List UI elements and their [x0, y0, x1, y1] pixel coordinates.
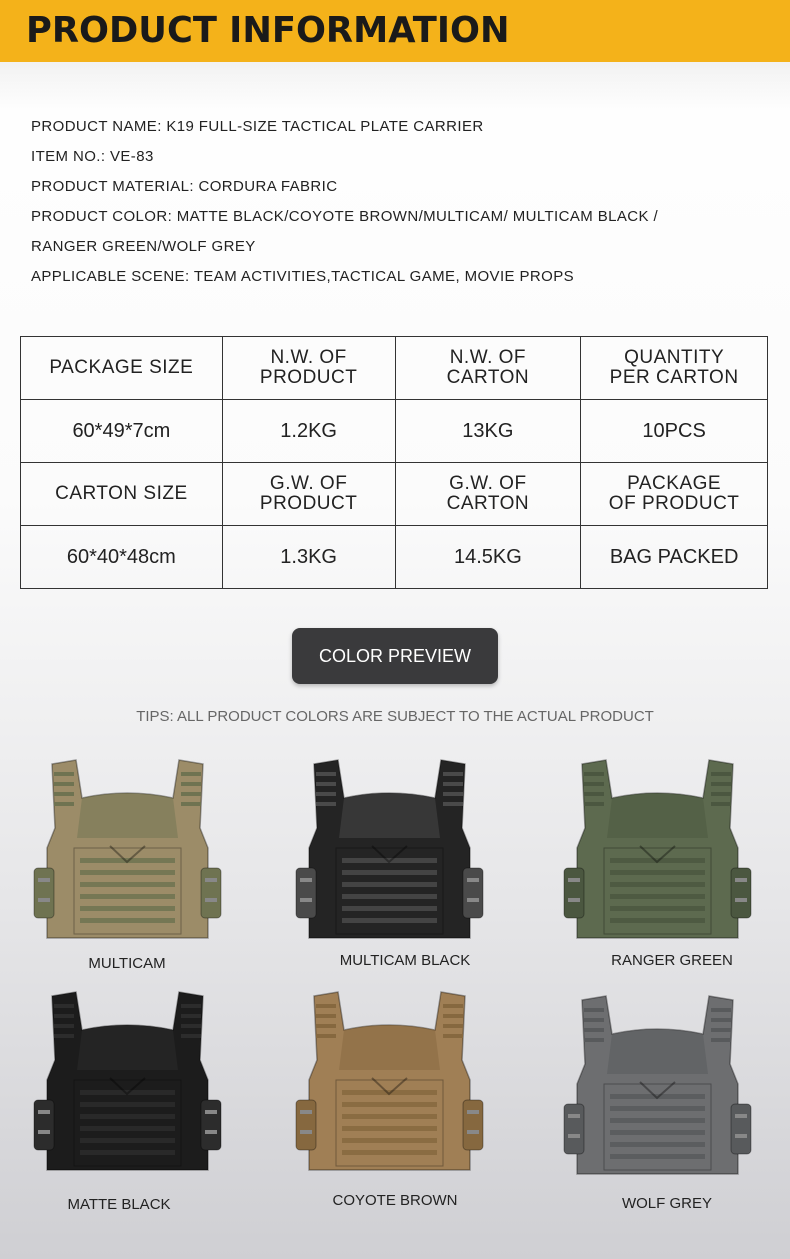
color-preview-button[interactable]: COLOR PREVIEW — [292, 628, 498, 684]
header-shadow — [0, 62, 790, 110]
header-nw-carton: N.W. OF CARTON — [395, 337, 581, 400]
header-carton-size: CARTON SIZE — [21, 463, 223, 526]
product-info — [31, 117, 658, 297]
header-quantity: QUANTITY PER CARTON — [581, 337, 768, 400]
value-package-size: 60*49*7cm — [21, 400, 223, 463]
header-banner — [0, 0, 790, 62]
value-nw-carton: 13KG — [395, 400, 581, 463]
product-color-cont: RANGER GREEN/WOLF GREY — [31, 238, 256, 255]
table-row — [21, 400, 768, 463]
header-gw-product: G.W. OF PRODUCT — [222, 463, 395, 526]
product-color: PRODUCT COLOR: MATTE BLACK/COYOTE BROWN/MULTICAM/ MULTICAM BLACK / — [31, 208, 659, 225]
vest-image-matte-black — [30, 990, 225, 1178]
table-row — [21, 463, 768, 526]
table-row — [21, 337, 768, 400]
applicable-scene: APPLICABLE SCENE: TEAM ACTIVITIES,TACTICAL GAME, MOVIE PROPS — [31, 268, 575, 285]
vest-image-ranger-green — [560, 758, 755, 946]
vest-image-multicam-black — [292, 758, 487, 946]
label-multicam: MULTICAM — [88, 955, 166, 972]
item-number: ITEM NO.: VE-83 — [31, 148, 154, 165]
header-nw-product: N.W. OF PRODUCT — [222, 337, 395, 400]
label-matte-black: MATTE BLACK — [67, 1196, 171, 1213]
value-package: BAG PACKED — [581, 526, 768, 589]
label-multicam-black: MULTICAM BLACK — [339, 952, 471, 969]
value-quantity: 10PCS — [581, 400, 768, 463]
label-coyote-brown: COYOTE BROWN — [332, 1192, 458, 1209]
value-nw-product: 1.2KG — [222, 400, 395, 463]
tips-text: TIPS: ALL PRODUCT COLORS ARE SUBJECT TO THE ACTUAL PRODUCT — [136, 708, 654, 725]
label-wolf-grey: WOLF GREY — [621, 1195, 712, 1212]
table-row — [21, 526, 768, 589]
vest-image-multicam — [30, 758, 225, 946]
header-package-size: PACKAGE SIZE — [21, 337, 223, 400]
header-gw-carton: G.W. OF CARTON — [395, 463, 581, 526]
value-gw-carton: 14.5KG — [395, 526, 581, 589]
header-package: PACKAGE OF PRODUCT — [581, 463, 768, 526]
vest-image-coyote-brown — [292, 990, 487, 1178]
label-ranger-green: RANGER GREEN — [611, 952, 733, 969]
value-carton-size: 60*40*48cm — [21, 526, 223, 589]
vest-image-wolf-grey — [560, 994, 755, 1182]
value-gw-product: 1.3KG — [222, 526, 395, 589]
spec-table — [20, 336, 768, 589]
product-name: PRODUCT NAME: K19 FULL-SIZE TACTICAL PLATE CARRIER — [31, 118, 484, 135]
product-material: PRODUCT MATERIAL: CORDURA FABRIC — [31, 178, 338, 195]
page-title: PRODUCT INFORMATION — [26, 10, 510, 51]
